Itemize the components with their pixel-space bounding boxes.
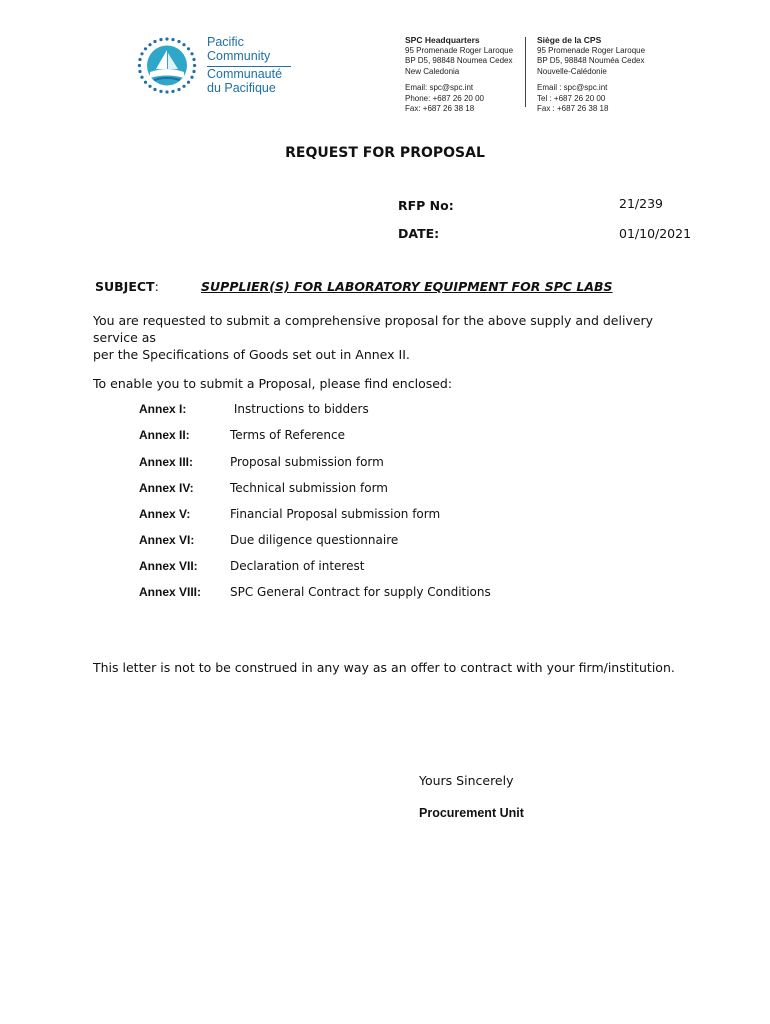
annex-label: Annex VII: bbox=[139, 559, 198, 573]
hq-phone-fr: Tel : +687 26 20 00 bbox=[537, 93, 606, 103]
intro-paragraph bbox=[93, 312, 693, 363]
rfp-value: 21/239 bbox=[619, 196, 663, 211]
organization-name-fr bbox=[207, 68, 282, 95]
hq-email-en: Email: spc@spc.int bbox=[405, 83, 474, 92]
hq-addr1-fr: 95 Promenade Roger Laroque bbox=[537, 45, 646, 55]
org-name-line2: Community bbox=[207, 48, 271, 63]
annex-label: Annex VIII: bbox=[139, 585, 202, 599]
hq-fax-en: Fax: +687 26 38 18 bbox=[405, 104, 475, 113]
annex-text: Declaration of interest bbox=[230, 559, 365, 573]
annex-label: Annex II: bbox=[139, 428, 190, 442]
annex-text: Terms of Reference bbox=[230, 428, 345, 442]
hq-addr1-en: 95 Promenade Roger Laroque bbox=[405, 45, 514, 55]
address-divider bbox=[525, 37, 526, 107]
hq-addr3-fr: Nouvelle-Calédonie bbox=[537, 66, 607, 76]
org-name-line3: Communauté bbox=[207, 67, 283, 81]
annex-text: SPC General Contract for supply Conditions bbox=[230, 585, 491, 599]
hq-addr2-en: BP D5, 98848 Noumea Cedex bbox=[405, 56, 513, 65]
hq-email-fr: Email : spc@spc.int bbox=[537, 83, 608, 92]
annex-text: Technical submission form bbox=[230, 481, 388, 495]
signatory: Procurement Unit bbox=[419, 806, 524, 820]
hq-addr3-en: New Caledonia bbox=[405, 66, 460, 76]
rfp-label: RFP No: bbox=[398, 198, 454, 213]
annex-label: Annex I: bbox=[139, 402, 187, 416]
disclaimer-text: This letter is not to be construed in any way as an offer to contract with your firm/institution. bbox=[93, 660, 675, 675]
hq-fax-fr: Fax : +687 26 38 18 bbox=[537, 104, 609, 113]
org-name-line4: du Pacifique bbox=[207, 80, 276, 95]
hq-addr2-fr: BP D5, 98848 Nouméa Cedex bbox=[537, 56, 645, 65]
date-value: 01/10/2021 bbox=[619, 226, 692, 241]
enclosed-text: To enable you to submit a Proposal, please find enclosed: bbox=[93, 376, 453, 391]
org-name-line1: Pacific bbox=[207, 35, 244, 49]
hq-title-fr: Siège de la CPS bbox=[537, 35, 602, 45]
date-label: DATE: bbox=[398, 226, 440, 241]
subject-colon: : bbox=[154, 279, 159, 294]
annex-label: Annex III: bbox=[139, 455, 194, 469]
intro-line1: You are requested to submit a comprehensive proposal for the above supply and delivery service as bbox=[93, 313, 654, 345]
subject-label bbox=[95, 279, 159, 294]
annex-text: Due diligence questionnaire bbox=[230, 533, 399, 547]
annex-text: Proposal submission form bbox=[230, 455, 384, 469]
pacific-community-logo-icon bbox=[136, 36, 198, 96]
subject-text: SUPPLIER(S) FOR LABORATORY EQUIPMENT FOR SPC LABS bbox=[201, 279, 613, 294]
hq-title-en: SPC Headquarters bbox=[405, 35, 480, 45]
address-block-fr bbox=[537, 35, 645, 115]
annex-text: Financial Proposal submission form bbox=[230, 507, 441, 521]
annex-label: Annex V: bbox=[139, 507, 191, 521]
intro-line2: per the Specifications of Goods set out in Annex II. bbox=[93, 347, 410, 362]
organization-name bbox=[207, 36, 270, 63]
address-block-en bbox=[405, 35, 513, 115]
annex-label: Annex IV: bbox=[139, 481, 194, 495]
subject-label-text: SUBJECT bbox=[95, 279, 155, 294]
closing-text: Yours Sincerely bbox=[419, 773, 514, 788]
hq-phone-en: Phone: +687 26 20 00 bbox=[405, 93, 484, 103]
annex-label: Annex VI: bbox=[139, 533, 195, 547]
document-title: REQUEST FOR PROPOSAL bbox=[285, 145, 485, 161]
annex-text: Instructions to bidders bbox=[230, 402, 369, 416]
